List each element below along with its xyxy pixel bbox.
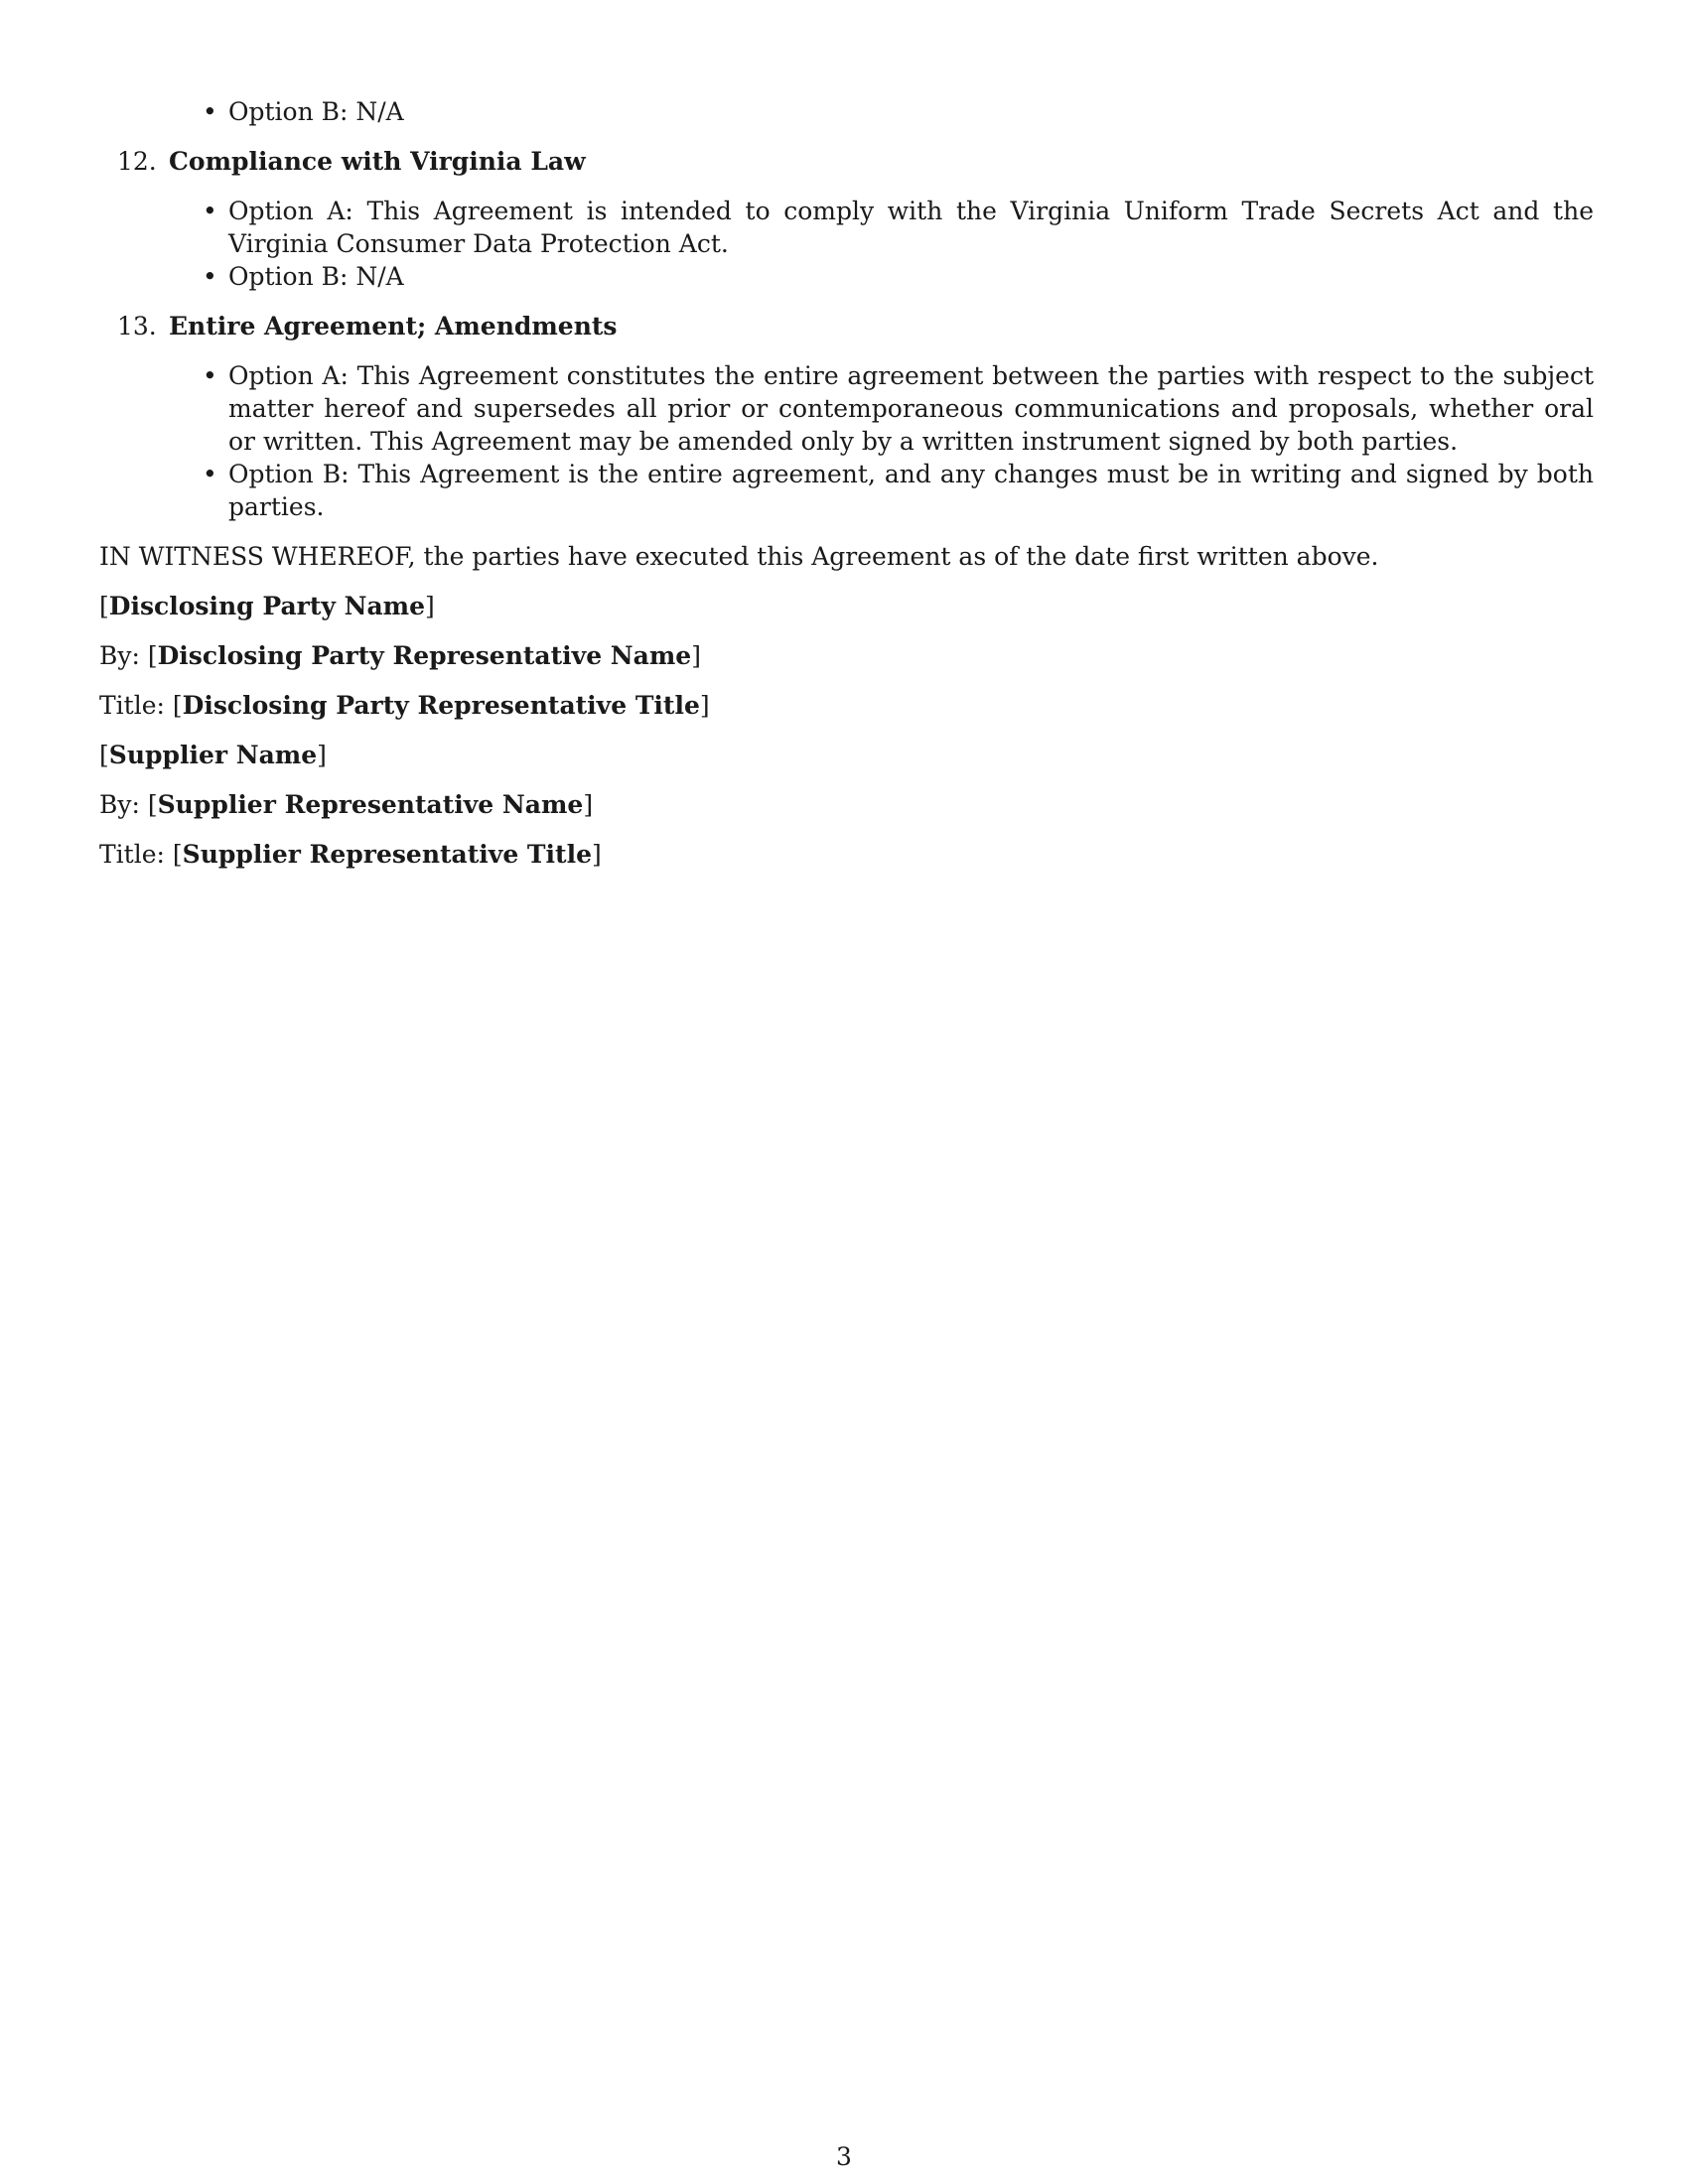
section-12	[99, 145, 1594, 178]
title-label: Title:	[99, 840, 165, 869]
list-item: • Option A: This Agreement is intended to comply with the Virginia Uniform Trade Secrets Act and the Virginia Consumer Data Protection Act.	[228, 195, 1594, 260]
title-label: Title:	[99, 691, 165, 720]
by-label: By:	[99, 641, 140, 670]
discloser-name: Disclosing Party Name	[108, 592, 426, 620]
supplier-name-line: [Supplier Name]	[99, 741, 327, 769]
discloser-rep-name: Disclosing Party Representative Name	[157, 641, 692, 670]
continued-option-list	[99, 95, 1594, 128]
section-heading: Entire Agreement; Amendments	[169, 312, 618, 341]
section-13-options	[99, 359, 1594, 523]
discloser-title-line: Title: [Disclosing Party Representative Title]	[99, 691, 710, 720]
section-number: 13.	[117, 312, 157, 341]
discloser-rep-title: Disclosing Party Representative Title	[182, 691, 700, 720]
by-label: By:	[99, 790, 140, 819]
supplier-name: Supplier Name	[108, 741, 318, 769]
supplier-title-line: Title: [Supplier Representative Title]	[99, 840, 602, 869]
list-item: • Option A: This Agreement constitutes the entire agreement between the parties with respect to the subject matter hereof and supersedes all prior or contemporaneous communications and proposals, whether oral or written. This Agreement may be amended only by a written instrument signed by both parties.	[228, 359, 1594, 458]
page-number: 3	[836, 2142, 852, 2171]
list-item: • Option B: N/A	[228, 260, 1594, 293]
discloser-name-line: [Disclosing Party Name]	[99, 592, 435, 620]
section-number: 12.	[117, 147, 157, 176]
supplier-by-line: By: [Supplier Representative Name]	[99, 790, 594, 819]
supplier-rep-title: Supplier Representative Title	[182, 840, 592, 869]
list-item: • Option B: N/A	[228, 95, 1594, 128]
discloser-by-line: By: [Disclosing Party Representative Name]	[99, 641, 701, 670]
list-item: • Option B: This Agreement is the entire agreement, and any changes must be in writing and signed by both parties.	[228, 458, 1594, 523]
supplier-rep-name: Supplier Representative Name	[157, 790, 584, 819]
section-12-options	[99, 195, 1594, 293]
document-page	[99, 95, 1594, 887]
witness-clause: IN WITNESS WHEREOF, the parties have executed this Agreement as of the date first written above.	[99, 542, 1379, 571]
section-heading: Compliance with Virginia Law	[169, 147, 586, 176]
section-13	[99, 310, 1594, 342]
